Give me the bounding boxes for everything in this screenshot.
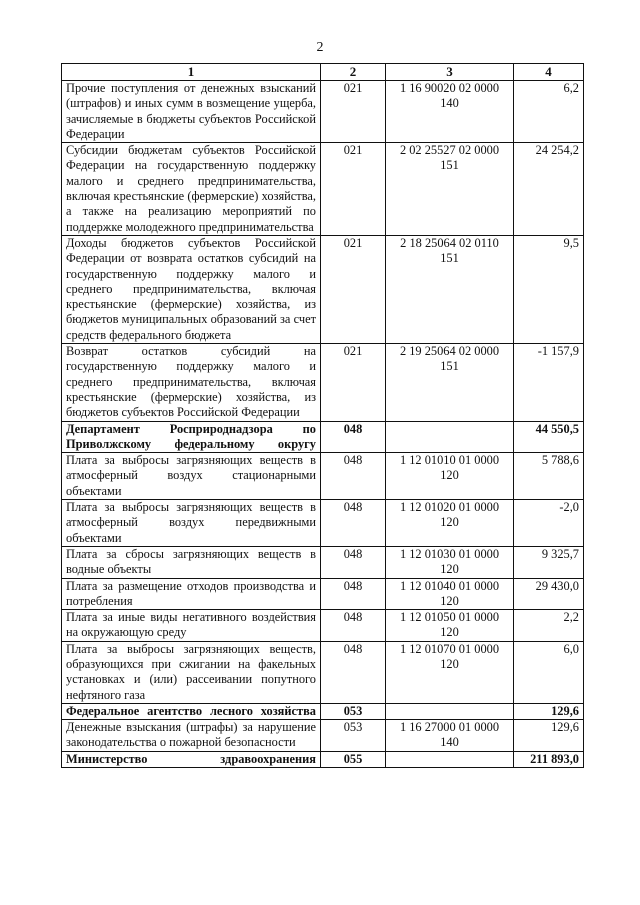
budget-table <box>61 63 584 768</box>
row-kbk-cell <box>386 751 514 767</box>
row-admin-code-cell: 021 <box>321 81 386 143</box>
row-admin-code-cell: 053 <box>321 703 386 719</box>
department-row <box>62 703 584 719</box>
table-row <box>62 578 584 610</box>
row-amount-cell: 129,6 <box>514 720 584 752</box>
row-name-cell: Возврат остатков субсидий на государственную поддержку малого и среднего предпринимательства, включая крестьянские (фермерские) хозяйства, из бюджетов субъектов Российской Федерации <box>62 344 321 421</box>
row-kbk-cell: 1 16 90020 02 0000 140 <box>386 81 514 143</box>
column-header-kbk: 3 <box>386 64 514 81</box>
row-amount-cell: 29 430,0 <box>514 578 584 610</box>
table-row <box>62 500 584 547</box>
row-kbk-cell: 1 12 01040 01 0000 120 <box>386 578 514 610</box>
row-name-cell: Денежные взыскания (штрафы) за нарушение законодательства о пожарной безопасности <box>62 720 321 752</box>
row-name-cell: Плата за выбросы загрязняющих веществ в атмосферный воздух стационарными объектами <box>62 453 321 500</box>
row-name-cell: Прочие поступления от денежных взысканий (штрафов) и иных сумм в возмещение ущерба, зачисляемые в бюджеты субъектов Российской Федерации <box>62 81 321 143</box>
row-amount-cell: 129,6 <box>514 703 584 719</box>
row-amount-cell: 9 325,7 <box>514 546 584 578</box>
row-kbk-cell: 1 12 01070 01 0000 120 <box>386 641 514 703</box>
row-admin-code-cell: 048 <box>321 641 386 703</box>
table-row <box>62 453 584 500</box>
row-admin-code-cell: 048 <box>321 610 386 642</box>
row-kbk-cell: 1 12 01020 01 0000 120 <box>386 500 514 547</box>
row-amount-cell: 5 788,6 <box>514 453 584 500</box>
row-name-cell: Субсидии бюджетам субъектов Российской Федерации на государственную поддержку малого и среднего предпринимательства, включая крестьянские (фермерские) хозяйства, а также на реализацию мероприятий по поддержке молодежного предпринимательства <box>62 143 321 236</box>
table-row <box>62 720 584 752</box>
row-name-cell: Федеральное агентство лесного хозяйства <box>62 703 321 719</box>
table-header-row <box>62 64 584 81</box>
row-kbk-cell: 1 12 01010 01 0000 120 <box>386 453 514 500</box>
department-row <box>62 421 584 453</box>
row-admin-code-cell: 048 <box>321 500 386 547</box>
table-row <box>62 610 584 642</box>
row-amount-cell: -2,0 <box>514 500 584 547</box>
row-admin-code-cell: 048 <box>321 546 386 578</box>
row-kbk-cell <box>386 421 514 453</box>
row-amount-cell: 6,2 <box>514 81 584 143</box>
row-admin-code-cell: 053 <box>321 720 386 752</box>
row-admin-code-cell: 021 <box>321 344 386 421</box>
column-header-name: 1 <box>62 64 321 81</box>
table-row <box>62 344 584 421</box>
row-admin-code-cell: 048 <box>321 578 386 610</box>
row-admin-code-cell: 021 <box>321 143 386 236</box>
table-row <box>62 641 584 703</box>
row-name-cell: Плата за иные виды негативного воздействия на окружающую среду <box>62 610 321 642</box>
row-name-cell: Плата за выбросы загрязняющих веществ в атмосферный воздух передвижными объектами <box>62 500 321 547</box>
row-name-cell: Плата за выбросы загрязняющих веществ, образующихся при сжигании на факельных установках и (или) рассеивании попутного нефтяного газа <box>62 641 321 703</box>
row-name-cell: Доходы бюджетов субъектов Российской Федерации от возврата остатков субсидий на государственную поддержку малого и среднего предпринимательства, включая крестьянские (фермерские) хозяйства, из бюджетов муниципальных образований за счет средств федерального бюджета <box>62 235 321 343</box>
row-amount-cell: 24 254,2 <box>514 143 584 236</box>
table-row <box>62 235 584 343</box>
row-admin-code-cell: 055 <box>321 751 386 767</box>
row-name-cell: Департамент Росприроднадзора по Приволжскому федеральному округу <box>62 421 321 453</box>
row-kbk-cell: 2 18 25064 02 0110 151 <box>386 235 514 343</box>
row-kbk-cell: 2 02 25527 02 0000 151 <box>386 143 514 236</box>
table-row <box>62 81 584 143</box>
row-amount-cell: 9,5 <box>514 235 584 343</box>
row-amount-cell: 44 550,5 <box>514 421 584 453</box>
row-name-cell: Плата за сбросы загрязняющих веществ в водные объекты <box>62 546 321 578</box>
row-admin-code-cell: 048 <box>321 421 386 453</box>
row-admin-code-cell: 021 <box>321 235 386 343</box>
column-header-amount: 4 <box>514 64 584 81</box>
row-amount-cell: 211 893,0 <box>514 751 584 767</box>
row-kbk-cell: 2 19 25064 02 0000 151 <box>386 344 514 421</box>
row-kbk-cell: 1 16 27000 01 0000 140 <box>386 720 514 752</box>
row-kbk-cell: 1 12 01050 01 0000 120 <box>386 610 514 642</box>
row-amount-cell: 2,2 <box>514 610 584 642</box>
table-row <box>62 546 584 578</box>
row-kbk-cell <box>386 703 514 719</box>
column-header-admin-code: 2 <box>321 64 386 81</box>
page-number: 2 <box>316 40 324 55</box>
row-kbk-cell: 1 12 01030 01 0000 120 <box>386 546 514 578</box>
row-amount-cell: 6,0 <box>514 641 584 703</box>
table-row <box>62 143 584 236</box>
department-row <box>62 751 584 767</box>
row-admin-code-cell: 048 <box>321 453 386 500</box>
row-name-cell: Плата за размещение отходов производства и потребления <box>62 578 321 610</box>
table-body <box>62 81 584 768</box>
row-name-cell: Министерство здравоохранения <box>62 751 321 767</box>
row-amount-cell: -1 157,9 <box>514 344 584 421</box>
